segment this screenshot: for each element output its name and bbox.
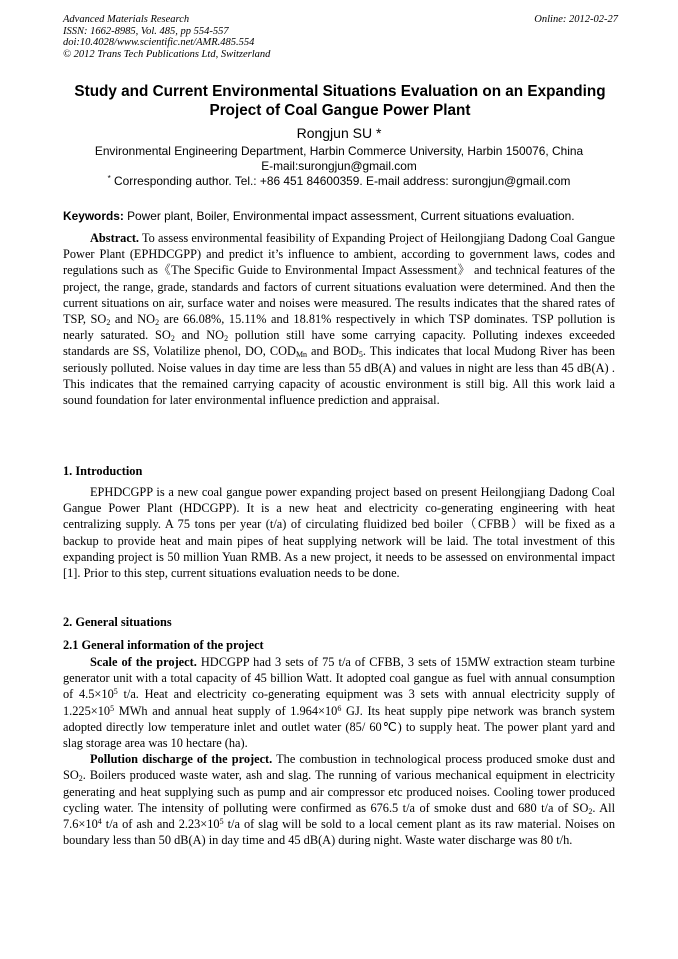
subscript: 2 (170, 334, 175, 344)
affiliation: Environmental Engineering Department, Harbin Commerce University, Harbin 150076, China (94, 144, 584, 158)
title-line-1: Study and Current Environmental Situations Evaluation on an Expanding (74, 83, 606, 100)
paper-title (55, 82, 625, 120)
corresponding-author (40, 174, 638, 189)
subscript: 5 (358, 350, 363, 360)
subscript: 2 (78, 774, 83, 784)
abstract-text: and BOD (307, 344, 359, 359)
keywords-label: Keywords: (63, 209, 124, 223)
subscript: 2 (155, 318, 160, 328)
online-date: Online: 2012-02-27 (534, 14, 618, 25)
abstract-text: and NO (174, 328, 225, 343)
superscript: 5 (110, 703, 115, 713)
scale-text: MWh and annual heat supply of 1.964×10 (114, 703, 338, 718)
copyright-line: © 2012 Trans Tech Publications Ltd, Switzerland (63, 48, 271, 60)
section-heading-general: 2. General situations (63, 615, 172, 629)
section-heading-introduction: 1. Introduction (63, 464, 143, 478)
journal-header (63, 14, 618, 60)
issn-line: ISSN: 1662-8985, Vol. 485, pp 554-557 (63, 25, 229, 37)
corresponding-text: Corresponding author. Tel.: +86 451 84600359. E-mail address: surongjun@gmail.com (114, 174, 571, 188)
subscript: 2 (588, 806, 593, 816)
email-line: E-mail:surongjun@gmail.com (261, 159, 417, 173)
title-line-2: Project of Coal Gangue Power Plant (209, 102, 471, 119)
superscript: 5 (113, 687, 118, 697)
scale-text: HDCGPP had 3 sets of 75 t/a of CFBB, 3 sets of 15MW extraction steam turbine generator unit with a total capacity of 45 billion Watt. It adopted coal gangue as fuel with annual consumption of 4.5×10 (63, 655, 615, 702)
scale-label: Scale of the project. (90, 655, 197, 669)
doi-line: doi:10.4028/www.scientific.net/AMR.485.554 (63, 37, 255, 48)
pollution-label: Pollution discharge of the project. (90, 752, 273, 767)
abstract (63, 230, 615, 408)
abstract-text: and NO (110, 312, 156, 327)
pollution-text: . Boilers produced waste water, ash and slag. The running of various mechanical equipment in electricity generating and heat supplying such as pump and air compressor etc produced noises. Cooling tower produced cycling water. The intensity of polluting were confirmed as 676.5 t/a of smoke dust and 680 t/a of SO (63, 768, 615, 815)
superscript: 5 (219, 817, 224, 827)
keywords (63, 209, 623, 224)
abstract-text: To assess environmental feasibility of Expanding Project of Heilongjiang Dadong Coal Gangue Power Plant (EPHDCGPP) and predict it’s influence to ambient, according to government laws, codes and regulations such as《The Specific Guide to Environmental Impact Assessment》 and technical features of the project, the range, grade, standards and factors of current situations evaluation were determined. And then the current situations on air, surface water and noises were measured. The results indicates that the shared rates of TSP, SO (63, 231, 615, 327)
journal-name: Advanced Materials Research (63, 14, 190, 25)
subsection-heading-general-info: 2.1 General information of the project (63, 638, 264, 652)
subscript: Mn (295, 350, 308, 360)
scale-text: t/a. Heat and electricity co-generating equipment was 3 sets with annual electricity supply of 1.225×10 (63, 687, 615, 718)
abstract-text: . This indicates that local Mudong River has been seriously polluted. Noise values in day time are less than 55 dB(A) and values in night are less than 45 dB(A) . This indicates that the remained carrying capacity of acoustic environment is still big. All this work laid a sound foundation for later environmental influence prediction and appraisal. (63, 344, 615, 408)
introduction-paragraph (63, 484, 615, 581)
pollution-paragraph (63, 751, 615, 848)
subscript: 2 (106, 318, 111, 328)
scale-paragraph (63, 654, 615, 751)
author-name: Rongjun SU * (296, 125, 382, 141)
footnote-star: * (107, 174, 111, 183)
keywords-text: Power plant, Boiler, Environmental impact assessment, Current situations evaluation. (127, 209, 575, 223)
affiliation-block (40, 144, 638, 189)
superscript: 4 (97, 817, 102, 827)
pollution-text: . All 7.6×10 (63, 800, 615, 832)
abstract-text: are 66.08%, 15.11% and 18.81% respectively in which TSP dominates. TSP pollution is nearly saturated. SO (63, 312, 616, 343)
pollution-text: t/a of slag will be sold to a local cement plant as its raw material. Noises on boundary less than 50 dB(A) in day time and 45 dB(A) during night. Waste water discharge was 80 t/h. (63, 817, 616, 848)
pollution-text: t/a of ash and 2.23×10 (101, 817, 220, 832)
general-info-body (63, 654, 615, 848)
subscript: 2 (224, 334, 229, 344)
abstract-text: pollution still have some carrying capacity. Polluting indexes exceeded standards are SS, Volatilize phenol, DO, COD (63, 328, 616, 359)
superscript: 6 (337, 703, 342, 713)
introduction-text: EPHDCGPP is a new coal gangue power expanding project based on present Heilongjiang Dadong Coal Gangue Power Plant (HDCGPP). It is a new heat and electricity co-generating engineering with heat centralizing supply. A 75 tons per year (t/a) of circulating fluidized bed boiler（CFBB）will be fixed as a backup to provide heat and main pipes of heat supplying network will be laid. The total investment of this expanding project is 50 million Yuan RMB. As a new project, it needs to be assessed on environmental impact [1]. Prior to this step, current situations evaluation needs to be done. (63, 485, 615, 581)
pollution-text: The combustion in technological process produced smoke dust and SO (63, 752, 615, 783)
abstract-label: Abstract. (90, 231, 140, 245)
scale-text: GJ. Its heat supply pipe network was branch system adopted directly low temperature inlet and outlet water (85/ 60℃) to supply heat. The power plant yard and slag storage area was 10 hectare (ha). (63, 703, 616, 751)
